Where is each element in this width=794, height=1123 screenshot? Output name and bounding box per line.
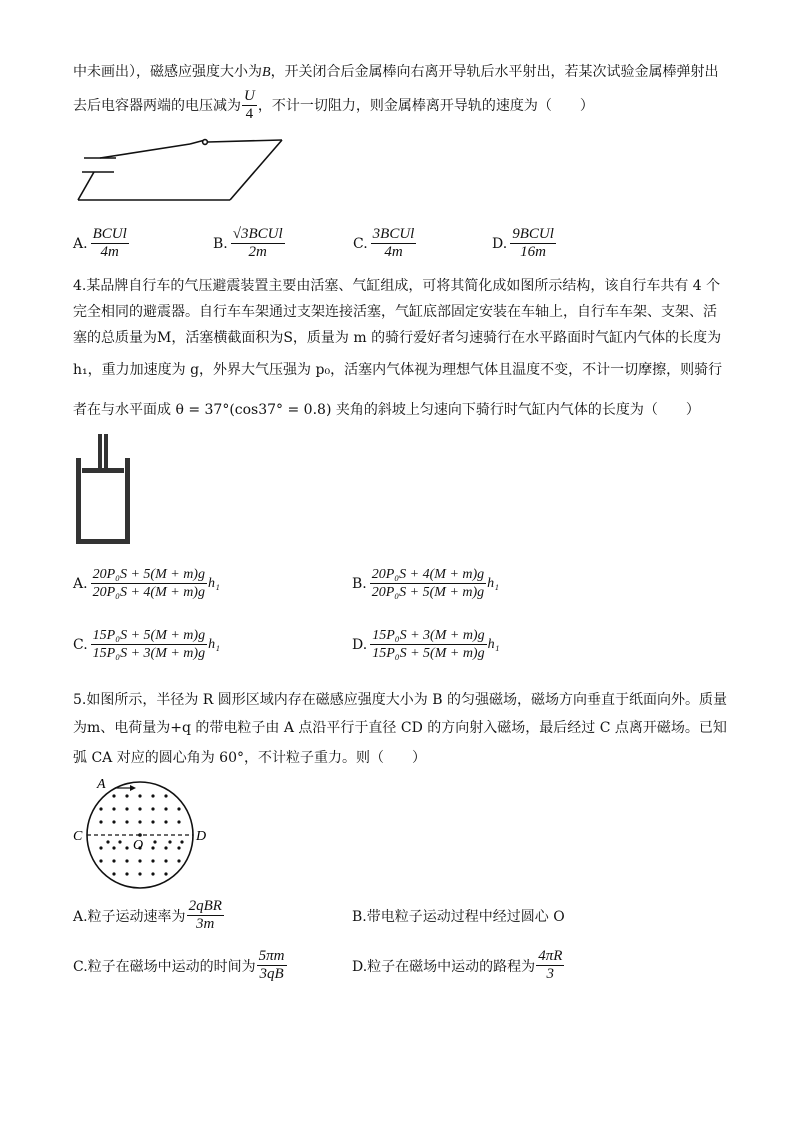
field-dot bbox=[138, 794, 141, 797]
q5-option-d[interactable] bbox=[352, 948, 565, 983]
option-text: D.粒子在磁场中运动的路程为 bbox=[352, 958, 536, 975]
q3-circuit-diagram bbox=[72, 132, 287, 207]
rod bbox=[230, 140, 282, 200]
label-a: A bbox=[97, 777, 106, 792]
field-dot bbox=[138, 807, 141, 810]
label-o: O bbox=[133, 838, 144, 853]
field-dot bbox=[164, 846, 167, 849]
field-dot bbox=[151, 846, 154, 849]
piston-rod-left bbox=[98, 434, 102, 468]
option-fraction bbox=[231, 226, 285, 261]
q3-line1 bbox=[73, 62, 719, 83]
option-fraction bbox=[510, 226, 556, 261]
q5-option-c[interactable] bbox=[73, 948, 288, 983]
frac-num: 4πR bbox=[538, 948, 563, 964]
frac-den: 20P₀S + 5(M + m)g bbox=[371, 585, 485, 600]
q5-field-diagram bbox=[70, 776, 220, 892]
frac-den: 3 bbox=[546, 966, 555, 982]
frac-den: 15P₀S + 3(M + m)g bbox=[92, 646, 206, 661]
field-dot bbox=[168, 840, 171, 843]
center-point bbox=[138, 833, 142, 837]
frac-den: 3qB bbox=[259, 966, 284, 982]
frac-num: √3BCUl bbox=[232, 226, 283, 242]
field-dot bbox=[125, 820, 128, 823]
option-fraction bbox=[371, 226, 417, 261]
option-label: D. bbox=[352, 636, 368, 653]
field-dot bbox=[138, 872, 141, 875]
field-dot bbox=[112, 859, 115, 862]
q5-option-a[interactable] bbox=[73, 898, 225, 933]
field-dot bbox=[164, 872, 167, 875]
q3-text-2b: ，不计一切阻力，则金属棒离开导轨的速度为（ ） bbox=[257, 97, 594, 114]
option-tail: h₁ bbox=[207, 575, 220, 591]
field-dot bbox=[177, 820, 180, 823]
field-dot bbox=[112, 846, 115, 849]
option-text: A.粒子运动速率为 bbox=[73, 908, 186, 925]
field-dot bbox=[151, 807, 154, 810]
field-dot bbox=[125, 807, 128, 810]
option-fraction bbox=[91, 627, 207, 662]
q3-option-d[interactable] bbox=[492, 226, 557, 261]
option-text: B.带电粒子运动过程中经过圆心 O bbox=[352, 909, 565, 925]
option-fraction bbox=[91, 566, 207, 601]
field-dot bbox=[99, 807, 102, 810]
field-dot bbox=[151, 859, 154, 862]
field-dot bbox=[99, 846, 102, 849]
option-fraction bbox=[257, 948, 287, 983]
q3-text-1: 中未画出），磁感应强度大小为 bbox=[73, 64, 262, 80]
field-dot bbox=[151, 794, 154, 797]
option-tail: h₁ bbox=[487, 575, 500, 591]
piston-head bbox=[82, 468, 124, 473]
q4-line3: 塞的总质量为M，活塞横截面积为S，质量为 m 的骑行爱好者匀速骑行在水平路面时气缸内气体的长度为 bbox=[73, 330, 722, 346]
q4-line2: 完全相同的避震器。自行车车架通过支架连接活塞，气缸底部固定安装在车轴上，自行车车架、支架、活 bbox=[73, 304, 717, 320]
option-label: C. bbox=[353, 235, 368, 252]
q4-line4: h₁，重力加速度为 g，外界大气压强为 p₀，活塞内气体视为理想气体且温度不变，不计一切摩擦，则骑行 bbox=[73, 362, 723, 378]
q4-option-d[interactable] bbox=[352, 627, 499, 662]
wire-top-left bbox=[100, 144, 190, 158]
q5-line1: 5.如图所示，半径为 R 圆形区域内存在磁感应强度大小为 B 的匀强磁场，磁场方向垂直于纸面向外。质量 bbox=[73, 692, 727, 708]
switch-contact bbox=[203, 140, 208, 145]
q3-var-b: B bbox=[262, 65, 271, 80]
frac-den: 20P₀S + 4(M + m)g bbox=[92, 585, 205, 600]
q3-line2 bbox=[73, 88, 594, 123]
field-dot bbox=[112, 872, 115, 875]
option-label: A. bbox=[73, 235, 88, 252]
rail-top bbox=[208, 140, 282, 142]
frac-num: U bbox=[244, 88, 255, 104]
q5-line3: 弧 CA 对应的圆心角为 60°，不计粒子重力。则（ ） bbox=[73, 750, 426, 766]
option-label: A. bbox=[73, 575, 88, 592]
field-dot bbox=[125, 859, 128, 862]
option-label: C. bbox=[73, 636, 88, 653]
frac-num: 15P₀S + 5(M + m)g bbox=[92, 628, 206, 643]
frac-num: 20P₀S + 5(M + m)g bbox=[92, 567, 205, 582]
q4-option-a[interactable] bbox=[73, 566, 220, 601]
frac-den: 15P₀S + 5(M + m)g bbox=[372, 646, 485, 661]
q4-option-c[interactable] bbox=[73, 627, 220, 662]
arrow-head bbox=[130, 785, 136, 791]
q3-text-1b: ，开关闭合后金属棒向右离开导轨后水平射出，若某次试验金属棒弹射出 bbox=[270, 64, 719, 80]
frac-num: 20P₀S + 4(M + m)g bbox=[371, 567, 485, 582]
frac-num: 9BCUl bbox=[512, 226, 554, 242]
field-dot bbox=[125, 872, 128, 875]
frac-den: 2m bbox=[248, 244, 267, 260]
field-dot bbox=[106, 840, 109, 843]
field-dot bbox=[112, 807, 115, 810]
field-dot bbox=[99, 820, 102, 823]
q4-cylinder-diagram bbox=[72, 432, 132, 548]
field-dot bbox=[177, 846, 180, 849]
frac-num: 2qBR bbox=[188, 898, 222, 914]
q3-option-b[interactable] bbox=[213, 226, 286, 261]
field-dot bbox=[180, 840, 183, 843]
q3-option-c[interactable] bbox=[353, 226, 417, 261]
q5-line2: 为m、电荷量为+q 的带电粒子由 A 点沿平行于直径 CD 的方向射入磁场，最后经过 C 点离开磁场。已知 bbox=[73, 720, 727, 736]
piston-rod-right bbox=[104, 434, 108, 468]
option-label: B. bbox=[213, 235, 228, 252]
q4-option-b[interactable] bbox=[352, 566, 499, 601]
option-tail: h₁ bbox=[487, 636, 500, 652]
option-label: B. bbox=[352, 575, 367, 592]
q3-text-2a: 去后电容器两端的电压减为 bbox=[73, 97, 241, 114]
frac-den: 4m bbox=[384, 244, 403, 260]
option-label: D. bbox=[492, 235, 508, 252]
frac-den: 3m bbox=[196, 916, 215, 932]
frac-num: 15P₀S + 3(M + m)g bbox=[372, 628, 485, 643]
field-dot bbox=[177, 807, 180, 810]
frac-num: 3BCUl bbox=[372, 226, 415, 242]
q4-line5: 者在与水平面成 θ = 37°(cos37° = 0.8) 夹角的斜坡上匀速向下骑行时气缸内气体的长度为（ ） bbox=[73, 402, 700, 418]
field-dot bbox=[138, 820, 141, 823]
field-dot bbox=[153, 840, 156, 843]
option-text: C.粒子在磁场中运动的时间为 bbox=[73, 958, 256, 975]
q4-line1: 4.某品牌自行车的气压避震装置主要由活塞、气缸组成，可将其简化成如图所示结构，该自行车共有 4 个 bbox=[73, 278, 721, 294]
frac-den: 4m bbox=[100, 244, 119, 260]
field-dot bbox=[177, 859, 180, 862]
cylinder-bottom bbox=[76, 539, 130, 544]
field-dot bbox=[138, 859, 141, 862]
frac-num: 5πm bbox=[258, 948, 285, 964]
field-dot bbox=[125, 846, 128, 849]
option-fraction bbox=[91, 226, 129, 261]
field-dot bbox=[164, 859, 167, 862]
cylinder-wall-right bbox=[125, 458, 130, 544]
q3-option-a[interactable] bbox=[73, 226, 130, 261]
wire-bottom-left bbox=[78, 172, 94, 200]
option-fraction bbox=[370, 566, 486, 601]
field-dot bbox=[99, 859, 102, 862]
q3-fraction-u4 bbox=[242, 88, 257, 123]
option-fraction bbox=[370, 627, 486, 662]
frac-den: 4 bbox=[245, 106, 254, 122]
field-dot bbox=[112, 820, 115, 823]
q5-option-b[interactable] bbox=[352, 906, 565, 926]
field-dot bbox=[164, 820, 167, 823]
label-d: D bbox=[196, 829, 207, 844]
option-fraction bbox=[536, 948, 564, 983]
frac-den: 16m bbox=[520, 244, 546, 260]
cylinder-wall-left bbox=[76, 458, 81, 544]
field-dot bbox=[164, 807, 167, 810]
field-dot bbox=[112, 794, 115, 797]
field-dot bbox=[151, 872, 154, 875]
field-dot bbox=[118, 840, 121, 843]
field-dot bbox=[151, 820, 154, 823]
option-fraction bbox=[187, 898, 224, 933]
field-dot bbox=[125, 794, 128, 797]
label-c: C bbox=[73, 829, 83, 844]
field-dot bbox=[164, 794, 167, 797]
option-tail: h₁ bbox=[208, 636, 220, 652]
frac-num: BCUl bbox=[92, 226, 127, 242]
